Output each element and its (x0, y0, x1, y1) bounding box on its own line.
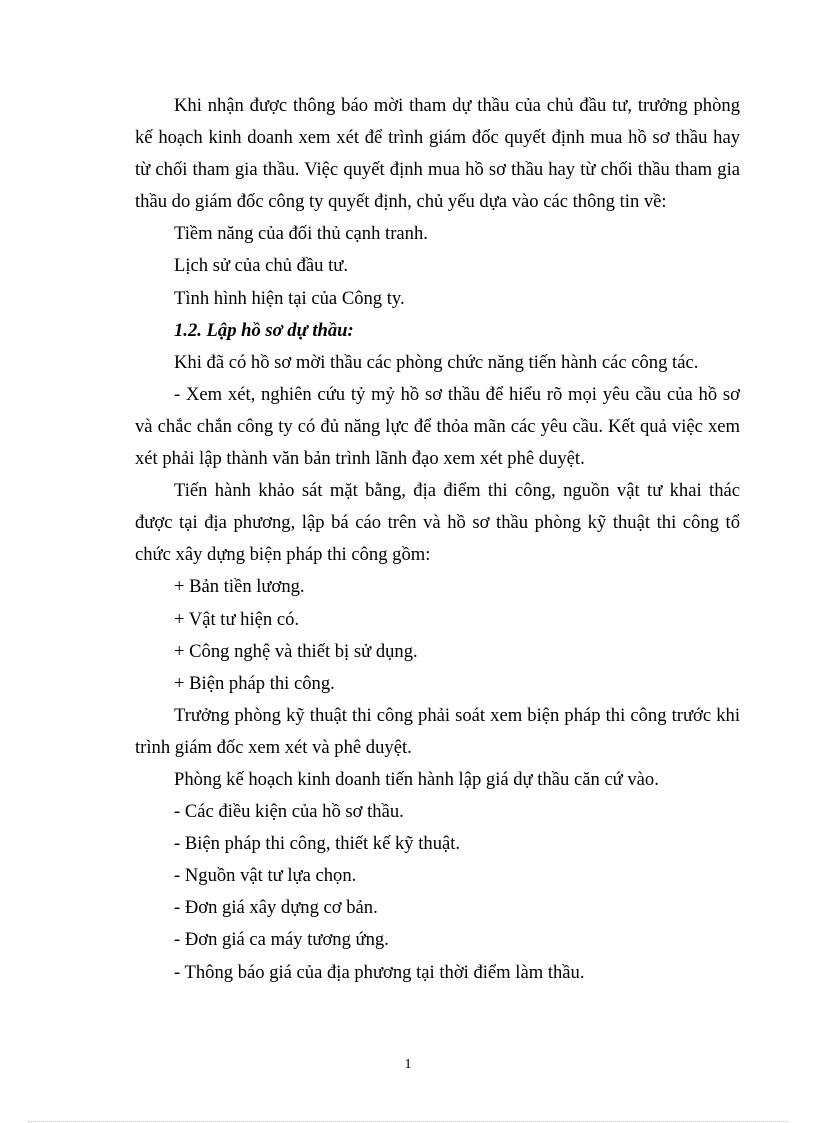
page-number: 1 (404, 1057, 412, 1072)
paragraph-pricing: Phòng kế hoạch kinh doanh tiến hành lập giá dự thầu căn cứ vào. (174, 768, 659, 790)
paragraph-technical-review: Trưởng phòng kỹ thuật thi công phải soát xem biện pháp thi công trước khi trình giám đốc xem xét và phê duyệt. (135, 704, 740, 758)
page-footer-divider (28, 1121, 788, 1122)
section-heading: 1.2. Lập hồ sơ dự thầu: (174, 319, 354, 341)
list-item: - Đơn giá xây dựng cơ bản. (174, 897, 378, 919)
list-item: - Các điều kiện của hồ sơ thầu. (174, 801, 404, 823)
list-item: + Vật tư hiện có. (174, 608, 300, 630)
list-item: - Biện pháp thi công, thiết kế kỹ thuật. (174, 833, 461, 855)
document-body (135, 90, 740, 989)
paragraph-review-documents: - Xem xét, nghiên cứu tỷ mỷ hồ sơ thầu để hiểu rõ mọi yêu cầu của hồ sơ và chắc chắn công ty có đủ năng lực để thỏa mãn các yêu cầu. Kết quả việc xem xét phải lập thành văn bản trình lãnh đạo xem xét phê duyệt. (135, 383, 740, 470)
list-item: - Nguồn vật tư lựa chọn. (174, 865, 357, 887)
list-item: - Thông báo giá của địa phương tại thời điểm làm thầu. (174, 961, 585, 983)
list-item: + Bản tiền lương. (174, 576, 305, 598)
paragraph-functional-departments: Khi đã có hồ sơ mời thầu các phòng chức năng tiến hành các công tác. (174, 351, 699, 373)
list-item: - Đơn giá ca máy tương ứng. (174, 929, 389, 951)
list-item: + Biện pháp thi công. (174, 672, 335, 694)
paragraph-site-survey: Tiến hành khảo sát mặt bằng, địa điểm thi công, nguồn vật tư khai thác được tại địa phương, lập bá cáo trên và hồ sơ thầu phòng kỹ thuật thi công tổ chức xây dựng biện pháp thi công gồm: (135, 480, 740, 566)
list-item: + Công nghệ và thiết bị sử dụng. (174, 640, 418, 662)
list-item: Tình hình hiện tại của Công ty. (174, 287, 405, 309)
paragraph-bid-decision: Khi nhận được thông báo mời tham dự thầu của chủ đầu tư, trưởng phòng kế hoạch kinh doanh xem xét để trình giám đốc quyết định mua hồ sơ thầu hay từ chối tham gia thầu. Việc quyết định mua hồ sơ thầu hay từ chối thầu tham gia thầu do giám đốc công ty quyết định, chủ yếu dựa vào các thông tin về: (135, 95, 740, 213)
list-item: Lịch sử của chủ đầu tư. (174, 255, 349, 277)
list-item: Tiềm năng của đối thủ cạnh tranh. (174, 223, 428, 245)
